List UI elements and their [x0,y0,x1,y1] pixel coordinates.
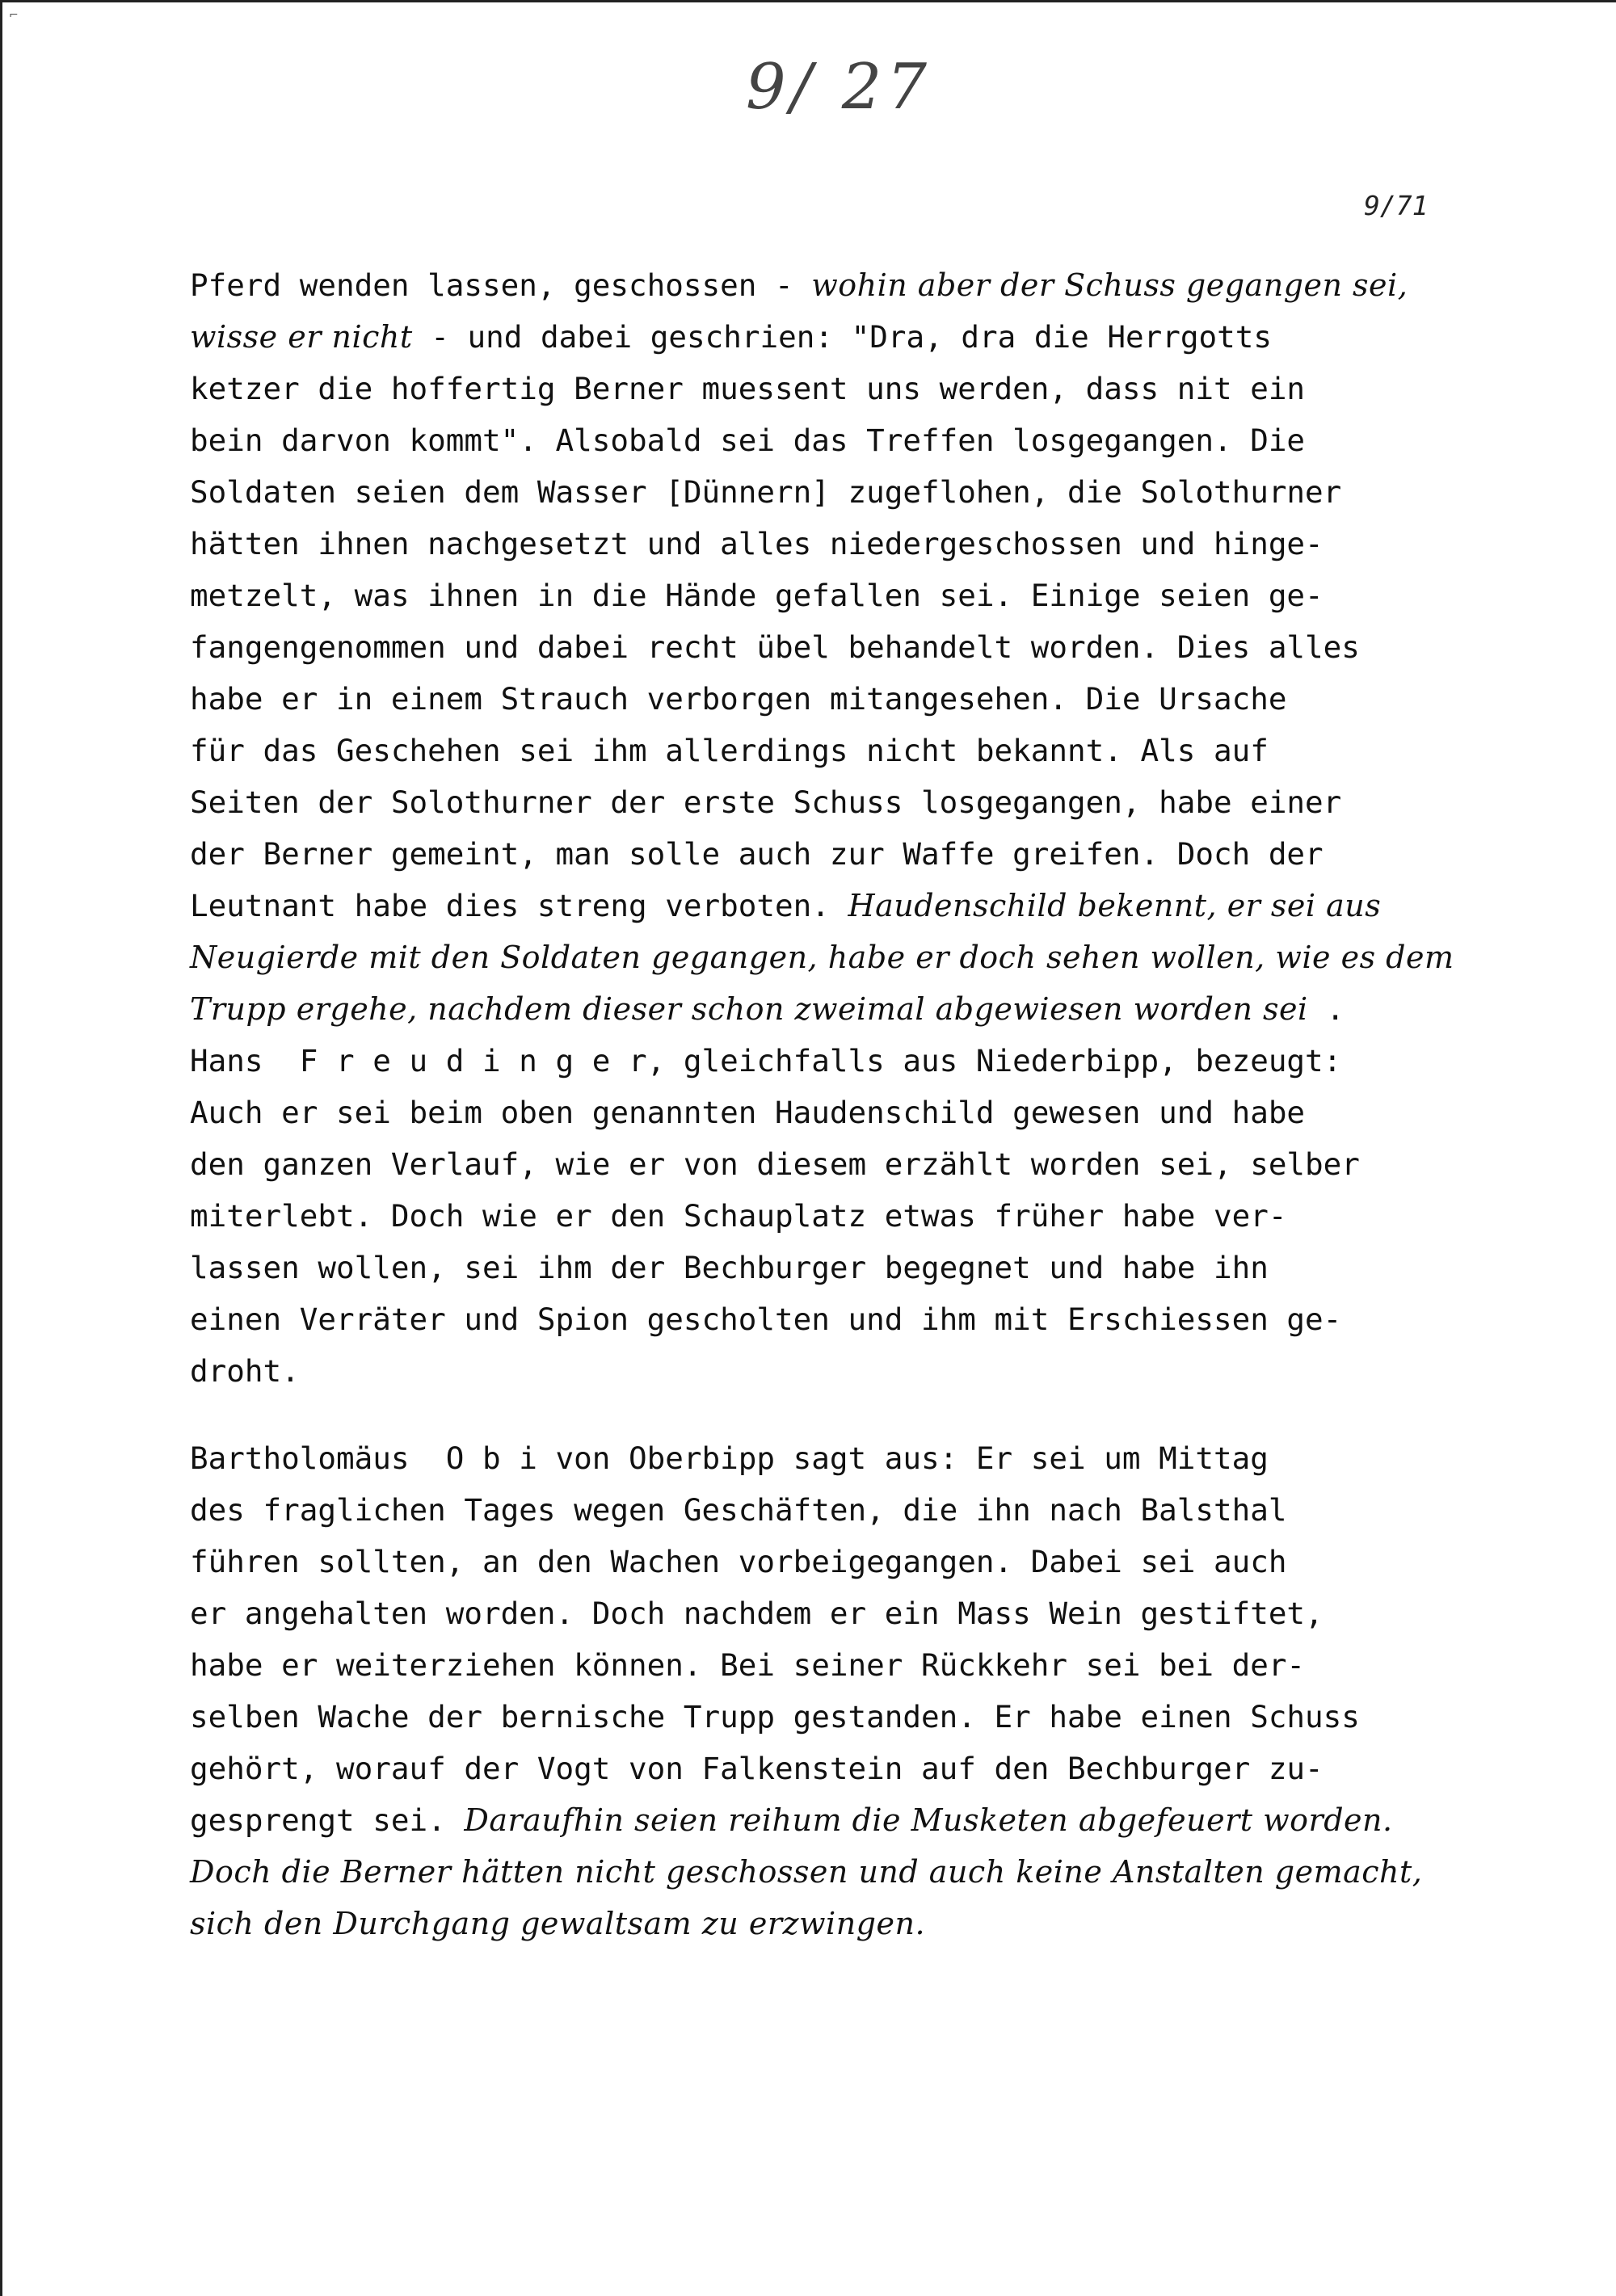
text-line [190,311,1458,363]
text-line [190,725,1458,776]
typed-text: der Berner gemeint, man solle auch zur Waffe greifen. Doch der [190,836,1324,872]
typed-text: er angehalten worden. Doch nachdem er ein Mass Wein gestiftet, [190,1596,1324,1631]
handwritten-insertion: Daraufhin seien reihum die Musketen abgefeuert worden. [464,1802,1393,1838]
handwritten-insertion: sich den Durchgang gewaltsam zu erzwingen. [190,1906,926,1941]
text-line [190,1536,1458,1587]
text-line [190,880,1458,931]
typed-text: für das Geschehen sei ihm allerdings nicht bekannt. Als auf [190,733,1269,768]
text-line [190,1587,1458,1639]
typed-text: bein darvon kommt". Alsobald sei das Treffen losgegangen. Die [190,423,1306,458]
text-line [190,1242,1458,1293]
typed-text: metzelt, was ihnen in die Hände gefallen sei. Einige seien ge- [190,578,1324,613]
typed-text: droht. [190,1353,300,1389]
handwritten-insertion: Neugierde mit den Soldaten gegangen, habe er doch sehen wollen, wie es dem [190,940,1454,975]
text-line [190,1293,1458,1345]
corner-mark: ⌐ [9,9,19,22]
text-line [190,1691,1458,1743]
text-line [190,1743,1458,1794]
text-line [190,1898,1458,1949]
document-body [190,259,1458,1949]
typed-text: - und dabei geschrien: "Dra, dra die Herrgotts [412,319,1272,355]
typed-text: lassen wollen, sei ihm der Bechburger begegnet und habe ihn [190,1250,1269,1285]
typed-text: Leutnant habe dies streng verboten. [190,888,848,923]
typed-text: ketzer die hoffertig Berner muessent uns werden, dass nit ein [190,371,1306,406]
typed-text: Hans F r e u d i n g e r, gleichfalls aus Niederbipp, bezeugt: [190,1043,1342,1079]
typed-text: miterlebt. Doch wie er den Schauplatz etwas früher habe ver- [190,1198,1287,1234]
text-line [190,776,1458,828]
text-line [190,1190,1458,1242]
text-line [190,828,1458,880]
handwritten-insertion: wisse er nicht [190,319,413,355]
typed-text: habe er in einem Strauch verborgen mitangesehen. Die Ursache [190,681,1287,717]
typed-text: . [1307,991,1345,1027]
text-line [190,414,1458,466]
typed-text: hätten ihnen nachgesetzt und alles niedergeschossen und hinge- [190,526,1324,561]
text-line [190,1087,1458,1138]
typed-text: gesprengt sei. [190,1802,465,1838]
handwritten-insertion: Haudenschild bekennt, er sei aus [848,888,1382,923]
text-line [190,1794,1458,1846]
handwritten-insertion: Trupp ergehe, nachdem dieser schon zweimal abgewiesen worden sei [190,991,1308,1027]
text-line [190,466,1458,518]
text-line [190,1639,1458,1691]
paragraph-gap [190,1397,1458,1432]
typed-text: Seiten der Solothurner der erste Schuss losgegangen, habe einer [190,784,1342,820]
text-line [190,1484,1458,1536]
text-line [190,621,1458,673]
handwritten-folio-number: 9/ 27 [746,51,932,124]
text-line [190,363,1458,414]
text-line [190,1846,1458,1898]
text-line [190,1345,1458,1397]
typed-text: Auch er sei beim oben genannten Haudenschild gewesen und habe [190,1095,1306,1130]
text-line [190,673,1458,725]
typed-text: führen sollten, an den Wachen vorbeigegangen. Dabei sei auch [190,1544,1287,1579]
typed-text: selben Wache der bernische Trupp gestanden. Er habe einen Schuss [190,1699,1360,1735]
typed-text: fangengenommen und dabei recht übel behandelt worden. Dies alles [190,629,1360,665]
text-line [190,518,1458,570]
text-line [190,931,1458,983]
text-line [190,259,1458,311]
handwritten-insertion: Doch die Berner hätten nicht geschossen und auch keine Anstalten gemacht, [190,1854,1423,1890]
text-line [190,1035,1458,1087]
typed-text: einen Verräter und Spion gescholten und ihm mit Erschiessen ge- [190,1301,1342,1337]
typed-text: den ganzen Verlauf, wie er von diesem erzählt worden sei, selber [190,1146,1360,1182]
handwritten-insertion: wohin aber der Schuss gegangen sei, [811,267,1408,303]
text-line [190,570,1458,621]
typed-text: des fraglichen Tages wegen Geschäften, die ihn nach Balsthal [190,1492,1287,1528]
text-line [190,983,1458,1035]
typed-text: gehört, worauf der Vogt von Falkenstein auf den Bechburger zu- [190,1751,1324,1786]
text-line [190,1138,1458,1190]
text-line [190,1432,1458,1484]
typed-text: habe er weiterziehen können. Bei seiner Rückkehr sei bei der- [190,1647,1306,1683]
typed-text: Soldaten seien dem Wasser [Dünnern] zugeflohen, die Solothurner [190,474,1342,510]
typed-text: Bartholomäus O b i von Oberbipp sagt aus: Er sei um Mittag [190,1440,1269,1476]
paragraph [190,259,1458,1397]
typed-text: Pferd wenden lassen, geschossen - [190,267,812,303]
page-number: 9/71 [1364,190,1429,221]
paragraph [190,1432,1458,1949]
